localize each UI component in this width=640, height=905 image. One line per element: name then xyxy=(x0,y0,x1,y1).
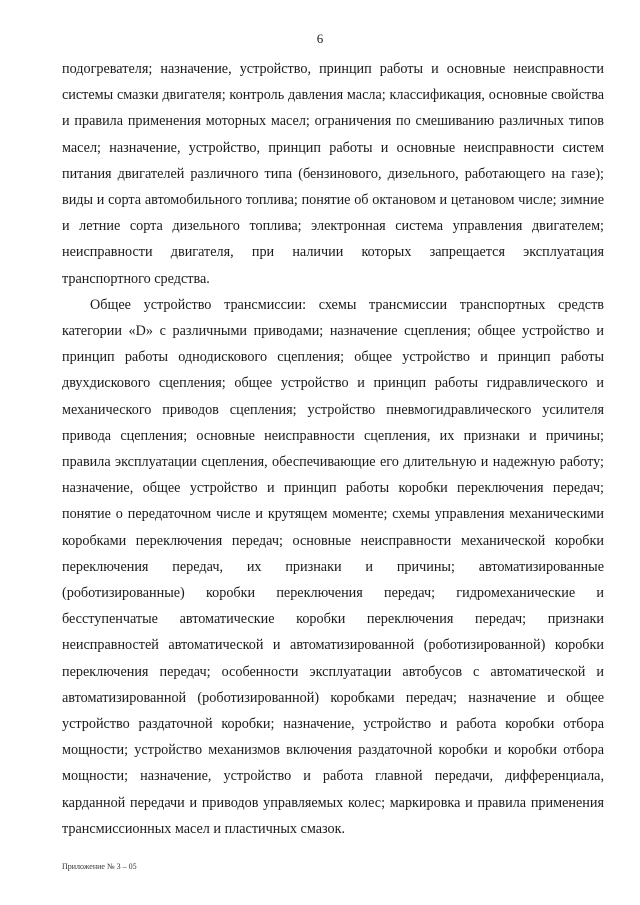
paragraph-engine-systems: подогревателя; назначение, устройство, принцип работы и основные неисправности системы смазки двигателя; контроль давления масла; классификация, основные свойства и правила применения моторных масел; ограничения по смешиванию различных типов масел; назначение, устройство, принцип работы и основные неисправности систем питания двигателей различного типа (бензинового, дизельного, работающего на газе); виды и сорта автомобильного топлива; понятие об октановом и цетановом числе; зимние и летние сорта дизельного топлива; электронная система управления двигателем; неисправности двигателя, при наличии которых запрещается эксплуатация транспортного средства. xyxy=(62,61,604,287)
page-content xyxy=(62,56,604,842)
footer-note: Приложение № 3 – 05 xyxy=(62,862,137,871)
page-number: 6 xyxy=(316,31,324,46)
paragraph-transmission: Общее устройство трансмиссии: схемы трансмиссии транспортных средств категории «D» с различными приводами; назначение сцепления; общее устройство и принцип работы однодискового сцепления; общее устройство и принцип работы двухдискового сцепления; общее устройство и принцип работы гидравлического и механического приводов сцепления; устройство пневмогидравлического усилителя привода сцепления; основные неисправности сцепления, их признаки и причины; правила эксплуатации сцепления, обеспечивающие его длительную и надежную работу; назначение, общее устройство и принцип работы коробки переключения передач; понятие о передаточном числе и крутящем моменте; схемы управления механическими коробками переключения передач; основные неисправности механической коробки переключения передач, их признаки и причины; автоматизированные (роботизированные) коробки переключения передач; гидромеханические и бесступенчатые автоматические коробки переключения передач; признаки неисправностей автоматической и автоматизированной (роботизированной) коробки переключения передач; особенности эксплуатации автобусов с автоматической и автоматизированной (роботизированной) коробками передач; назначение и общее устройство раздаточной коробки; назначение, устройство и работа коробки отбора мощности; устройство механизмов включения раздаточной коробки и коробки отбора мощности; назначение, устройство и работа главной передачи, дифференциала, карданной передачи и приводов управляемых колес; маркировка и правила применения трансмиссионных масел и пластичных смазок. xyxy=(62,296,604,837)
